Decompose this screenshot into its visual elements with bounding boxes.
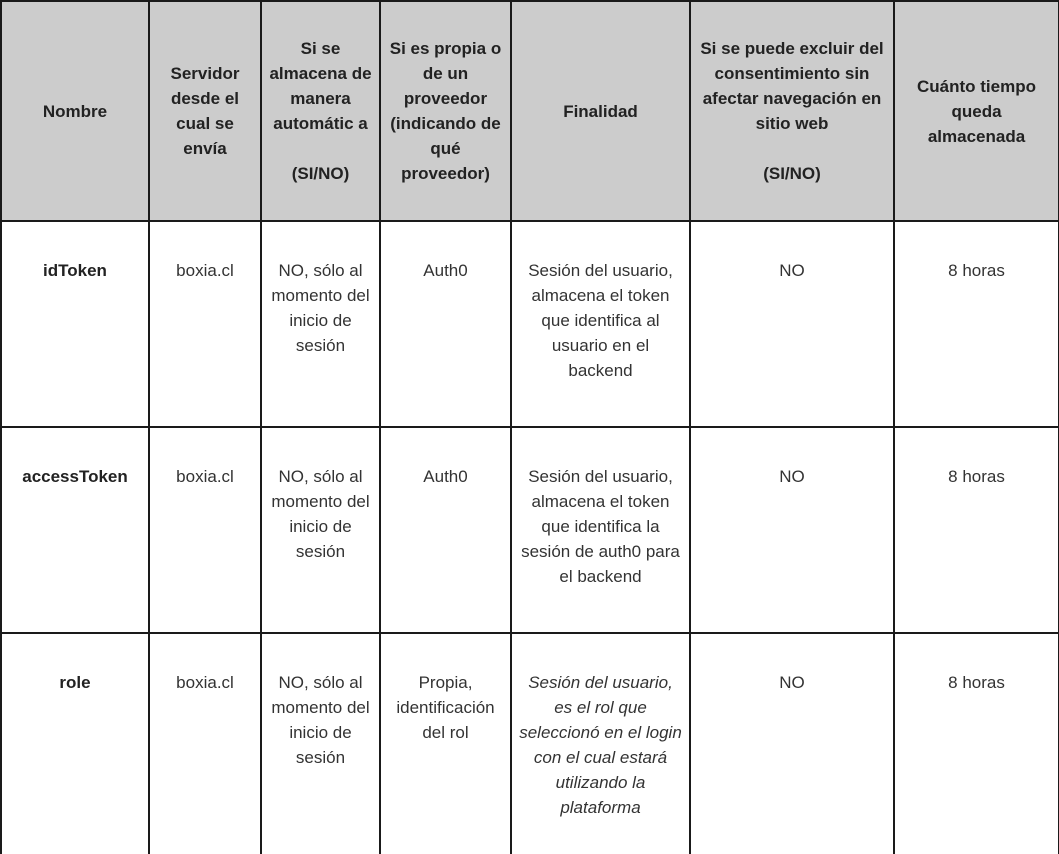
header-servidor: Servidor desde el cual se envía: [149, 1, 261, 221]
cell-servidor: boxia.cl: [149, 633, 261, 854]
cell-proveedor: Propia, identificación del rol: [380, 633, 511, 854]
cell-finalidad: Sesión del usuario, almacena el token que identifica la sesión de auth0 para el backend: [511, 427, 690, 633]
cell-nombre: role: [1, 633, 149, 854]
cell-proveedor: Auth0: [380, 427, 511, 633]
cell-finalidad: Sesión del usuario, almacena el token que identifica al usuario en el backend: [511, 221, 690, 427]
header-finalidad: Finalidad: [511, 1, 690, 221]
header-row: [1, 1, 1059, 221]
header-proveedor: Si es propia o de un proveedor (indicando de qué proveedor): [380, 1, 511, 221]
cell-nombre: idToken: [1, 221, 149, 427]
cell-excluir: NO: [690, 427, 894, 633]
cell-automatica: NO, sólo al momento del inicio de sesión: [261, 427, 380, 633]
header-tiempo: Cuánto tiempo queda almacenada: [894, 1, 1059, 221]
table-header: [1, 1, 1059, 221]
cell-nombre: accessToken: [1, 427, 149, 633]
cell-tiempo: 8 horas: [894, 427, 1059, 633]
table-row: [1, 633, 1059, 854]
cell-proveedor: Auth0: [380, 221, 511, 427]
header-automatica-sub: (SI/NO): [291, 164, 350, 183]
table-body: [1, 221, 1059, 854]
header-excluir: Si se puede excluir del consentimiento sin afectar navegación en sitio web (SI/NO): [690, 1, 894, 221]
cell-servidor: boxia.cl: [149, 221, 261, 427]
table-row: [1, 427, 1059, 633]
cell-tiempo: 8 horas: [894, 221, 1059, 427]
header-automatica: Si se almacena de manera automátic a (SI/NO): [261, 1, 380, 221]
cell-finalidad: Sesión del usuario, es el rol que seleccionó en el login con el cual estará utilizando la plataforma: [511, 633, 690, 854]
header-excluir-sub: (SI/NO): [763, 164, 821, 183]
cell-excluir: NO: [690, 633, 894, 854]
cell-servidor: boxia.cl: [149, 427, 261, 633]
cell-automatica: NO, sólo al momento del inicio de sesión: [261, 633, 380, 854]
cell-tiempo: 8 horas: [894, 633, 1059, 854]
header-nombre: Nombre: [1, 1, 149, 221]
cell-automatica: NO, sólo al momento del inicio de sesión: [261, 221, 380, 427]
cell-excluir: NO: [690, 221, 894, 427]
table-row: [1, 221, 1059, 427]
